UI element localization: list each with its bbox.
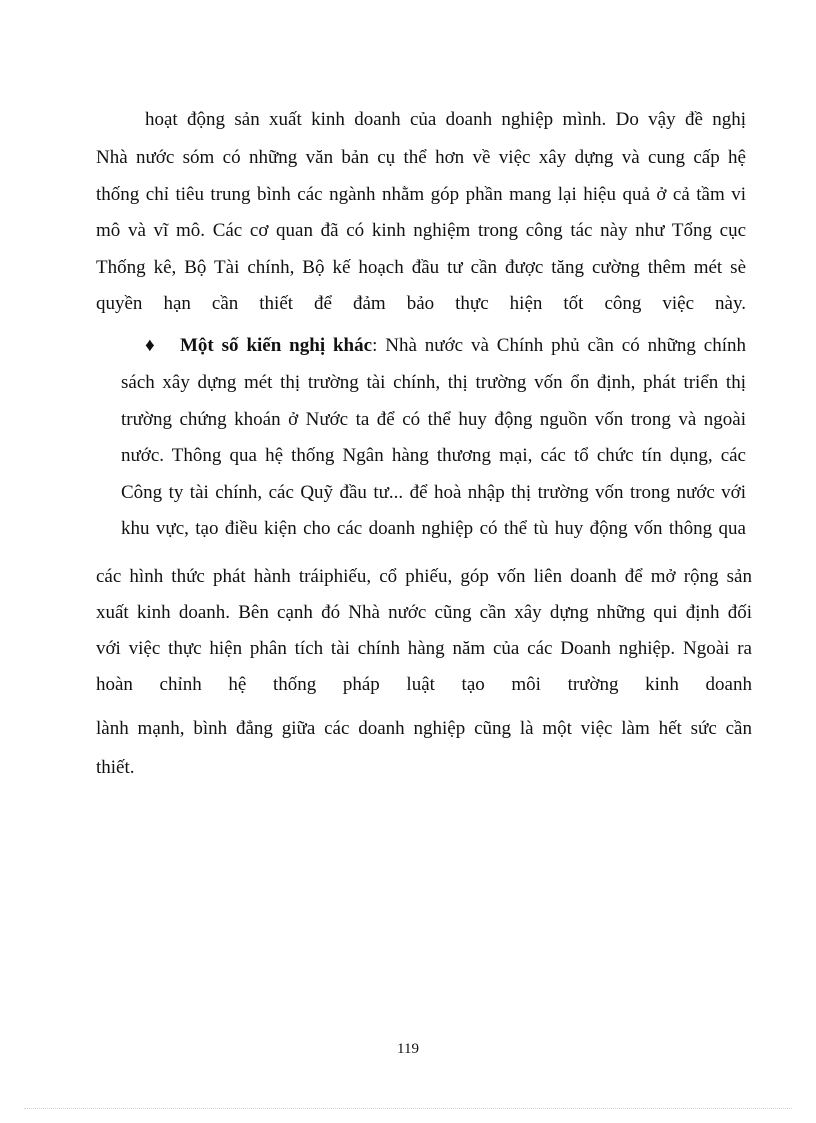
text-line: quyền hạn cần thiết để đảm bảo thực hiện tốt công việc này.: [96, 293, 746, 314]
text-line: hoạt động sản xuất kinh doanh của doanh nghiệp mình. Do vậy đề nghị: [145, 109, 746, 130]
text-line: mô và vĩ mô. Các cơ quan đã có kinh nghiệm trong công tác này như Tổng cục: [96, 220, 746, 241]
text-line: Thống kê, Bộ Tài chính, Bộ kế hoạch đầu tư cần được tăng cường thêm mét sè: [96, 257, 746, 278]
bullet-heading: Một số kiến nghị khác: [180, 335, 373, 356]
text-line: thống chỉ tiêu trung bình các ngành nhằm góp phần mang lại hiệu quả ở cả tầm vi: [96, 184, 746, 205]
text-line: sách xây dựng mét thị trường tài chính, thị trường vốn ổn định, phát triển thị: [121, 372, 746, 393]
text-line: lành mạnh, bình đẳng giữa các doanh nghiệp cũng là một việc làm hết sức cần: [96, 718, 752, 739]
bullet-first-line-text: : Nhà nước và Chính phủ cần có những chính: [372, 335, 747, 356]
diamond-bullet-icon: ♦: [145, 335, 155, 356]
text-line: với việc thực hiện phân tích tài chính hàng năm của các Doanh nghiệp. Ngoài ra: [96, 638, 752, 659]
text-line: khu vực, tạo điều kiện cho các doanh nghiệp có thể tù huy động vốn thông qua: [121, 518, 746, 539]
page-number: 119: [397, 1041, 419, 1057]
text-line: hoàn chỉnh hệ thống pháp luật tạo môi trường kinh doanh: [96, 674, 752, 695]
text-line: Nhà nước sóm có những văn bản cụ thể hơn về việc xây dựng và cung cấp hệ: [96, 147, 746, 168]
text-line: Công ty tài chính, các Quỹ đầu tư... để hoà nhập thị trường vốn trong nước với: [121, 482, 746, 503]
text-line: nước. Thông qua hệ thống Ngân hàng thương mại, các tổ chức tín dụng, các: [121, 445, 746, 466]
text-line: trường chứng khoán ở Nước ta để có thể huy động nguồn vốn trong và ngoài: [121, 409, 746, 430]
text-line: thiết.: [96, 757, 135, 778]
text-line: xuất kinh doanh. Bên cạnh đó Nhà nước cũng cần xây dựng những qui định đối: [96, 602, 752, 623]
text-line: các hình thức phát hành tráiphiếu, cổ phiếu, góp vốn liên doanh để mở rộng sản: [96, 566, 752, 587]
bullet-first-line: [180, 334, 746, 358]
footer-divider: [24, 1108, 792, 1109]
